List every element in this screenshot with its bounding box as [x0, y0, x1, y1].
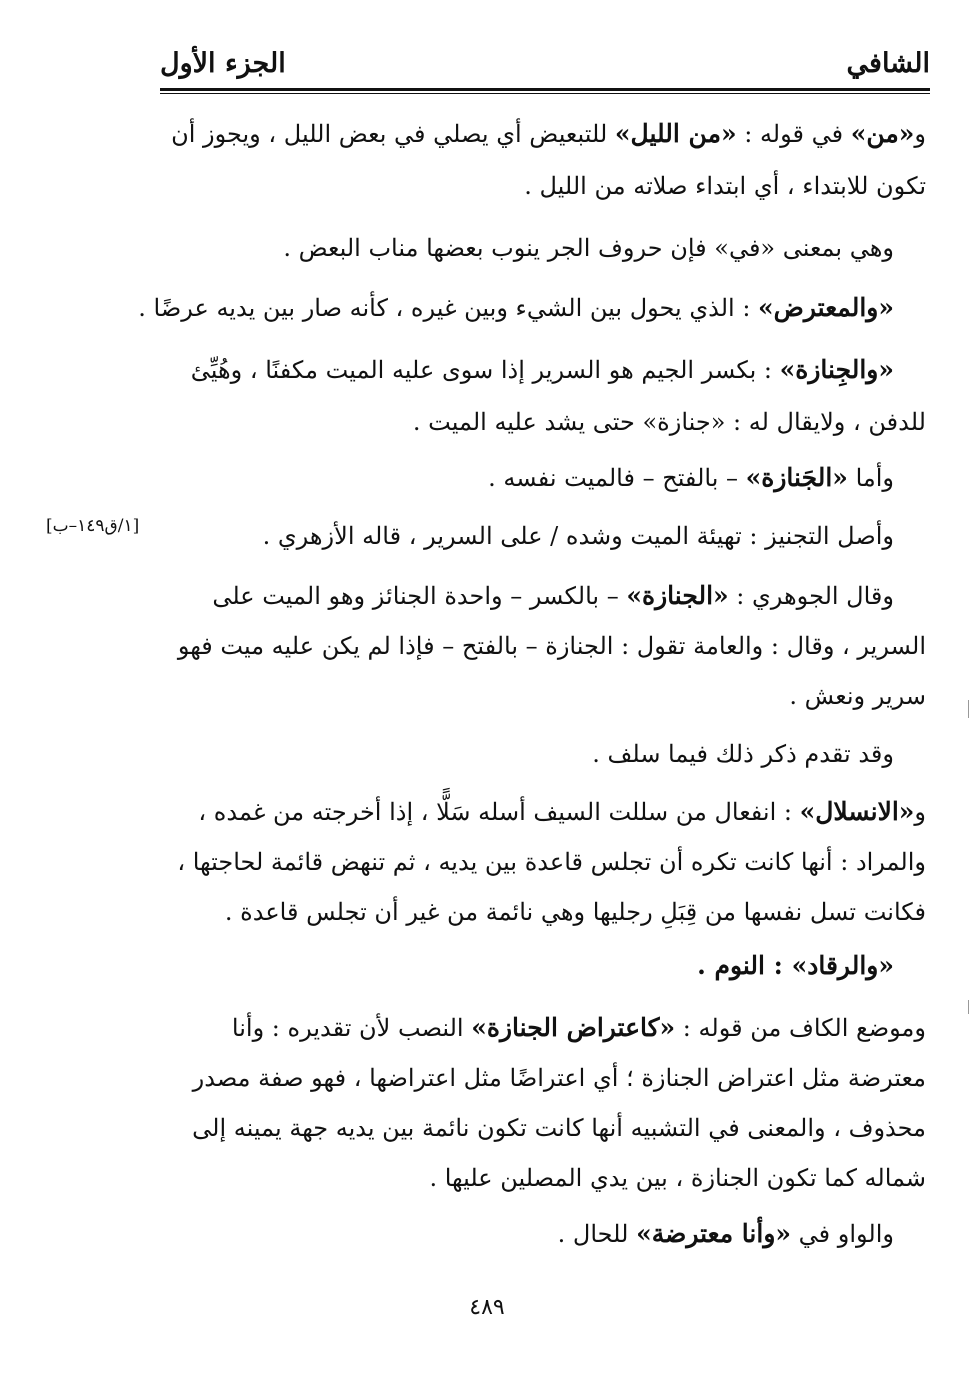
- text-line: و«من» في قوله : «من الليل» للتبعيض أي يصلي في بعض الليل ، ويجوز أن: [171, 119, 926, 148]
- running-header: [160, 38, 930, 88]
- text-line: وقد تقدم ذكر ذلك فيما سلف .: [592, 740, 894, 768]
- text-line: وقال الجوهري : «الجنازة» – بالكسر – واحدة الجنائز وهو الميت على: [212, 581, 894, 610]
- text-line: و«الانسلال» : انفعال من سللت السيف أسله سَلًّا ، إذا أخرجته من غمده ،: [198, 797, 926, 826]
- text-line: وأصل التجنيز : تهيئة الميت وشده / على السرير ، قاله الأزهري .: [262, 522, 894, 550]
- text-line: معترضة مثل اعتراض الجنازة ؛ أي اعتراضًا مثل اعتراضها ، فهو صفة مصدر: [192, 1064, 926, 1092]
- text-line: سرير ونعش .: [789, 682, 926, 710]
- text-line: «والمعترض» : الذي يحول بين الشيء وبين غيره ، كأنه صار بين يديه عرضًا .: [138, 293, 894, 322]
- text-line: تكون للابتداء ، أي ابتداء صلاته من الليل .: [524, 172, 926, 200]
- text-line: «والرقاد» : النوم .: [697, 951, 894, 980]
- header-rule-thin: [160, 93, 930, 94]
- scan-mark: [968, 1000, 969, 1014]
- text-line: السرير ، وقال : والعامة تقول : الجنازة – بالفتح – فإذا لم يكن عليه ميت فهو: [177, 632, 926, 660]
- text-line: والواو في «وأنا معترضة» للحال .: [557, 1219, 894, 1248]
- book-title: الشافي: [846, 48, 930, 79]
- text-line: وهي بمعنى «في» فإن حروف الجر ينوب بعضها مناب البعض .: [283, 234, 894, 262]
- text-line: «والجِنازة» : بكسر الجيم هو السرير إذا سوى عليه الميت مكفنًا ، وهُيِّئ: [190, 355, 894, 384]
- text-line: والمراد : أنها كانت تكره أن تجلس قاعدة بين يديه ، ثم تنهض قائمة لحاجتها ،: [177, 848, 926, 876]
- page-number: ٤٨٩: [469, 1295, 505, 1320]
- text-line: محذوف ، والمعنى في التشبيه أنها كانت تكون نائمة بين يديه جهة يمينه إلى: [192, 1114, 926, 1142]
- manuscript-folio-note: [١/ق١٤٩–ب]: [46, 516, 140, 536]
- volume-label: الجزء الأول: [160, 48, 286, 79]
- scan-mark: [968, 700, 969, 718]
- text-line: وموضع الكاف من قوله : «كاعتراض الجنازة» النصب لأن تقديره : وأنا: [231, 1013, 926, 1042]
- header-rule: [160, 88, 930, 91]
- text-line: فكانت تسل نفسها من قِبَلِ رجليها وهي نائمة من غير أن تجلس قاعدة .: [224, 898, 926, 926]
- text-line: وأما «الجَنازة» – بالفتح – فالميت نفسه .: [488, 463, 894, 492]
- text-line: شماله كما تكون الجنازة ، بين يدي المصلين عليها .: [429, 1164, 926, 1192]
- text-line: للدفن ، ولايقال له : «جنازة» حتى يشد عليه الميت .: [412, 408, 926, 436]
